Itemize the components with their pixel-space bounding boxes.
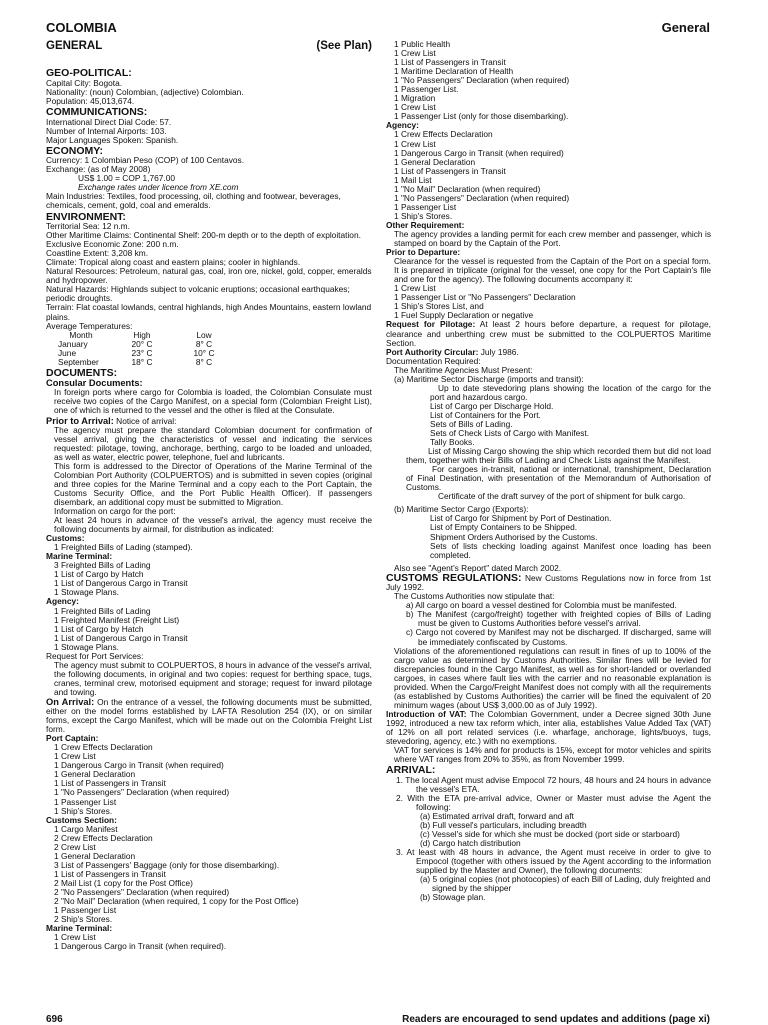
- env-line: Other Maritime Claims: Continental Shelf: 200-m depth or to the depth of exploitation. Exclusive Economic Zone: 200 n.m.: [46, 230, 361, 250]
- subsection-a-text: Up to date stevedoring plans showing the location of the cargo for the port and hazardous cargo.: [430, 382, 711, 402]
- list-item: 1 Freighted Bills of Lading: [54, 605, 151, 616]
- paragraph-vat-rates: VAT for services is 14% and for products is 15%, except for motor vehicles and spirits where VAT ranges from 20% to 35%, as from November 1999.: [394, 745, 711, 765]
- list-item: 1 Crew Effects Declaration: [54, 742, 153, 753]
- page-title-row: [46, 40, 372, 52]
- list-item: List of Containers for the Port.: [430, 409, 541, 420]
- footer-note: Readers are encouraged to send updates and additions (page xi): [402, 1014, 710, 1025]
- subheading-on-arrival: On Arrival:: [46, 696, 95, 707]
- paragraph-violations: Violations of the aforementioned regulations can result in fines of up to 100% of the cargo value as determined by Customs Authorities. Similar fines will be levied for discrepancies found in the Cargo Manifest, as well as for short-landed or overlanded cargoes, in cases where fault lies with the carrier and no reasonable explanation is provided. When the Cargo/Freight Manifest does not comply with all the requirements (as established by Customs Authorities) the carrier will be fined the equivalent of 20 minimum wages (about US$ 3,000.00 as of July 1992).: [394, 645, 711, 710]
- arrival-subitem: (b) Stowage plan.: [420, 892, 486, 903]
- subsection-a-text: Certificate of the draft survey of the port of shipment for bulk cargo.: [438, 491, 686, 502]
- list-item: 1 List of Passengers in Transit: [394, 165, 506, 176]
- subheading-port-captain: Port Captain:: [46, 733, 99, 744]
- list-item: Sets of Check Lists of Cargo with Manifest.: [430, 428, 590, 439]
- temps-cell: September: [58, 356, 99, 367]
- list-item: 1 List of Passengers in Transit: [54, 868, 166, 879]
- temps-header-high: High: [133, 329, 151, 340]
- list-item: 3 List of Passengers' Baggage (only for those disembarking).: [54, 859, 280, 870]
- comm-line: International Direct Dial Code: 57.: [46, 116, 172, 127]
- see-plan-link[interactable]: (See Plan): [316, 40, 372, 52]
- left-column: [46, 40, 372, 951]
- list-item: 2 "No Passengers" Declaration (when required): [54, 887, 230, 897]
- subheading-customs: Customs:: [46, 533, 85, 544]
- list-item: List of Cargo per Discharge Hold.: [430, 400, 554, 411]
- list-item: 2 Crew List: [54, 841, 96, 852]
- list-item: 1 List of Cargo by Hatch: [54, 569, 144, 580]
- list-item: 1 General Declaration: [54, 769, 136, 780]
- paragraph-port-services: The agency must submit to COLPUERTOS, 8 hours in advance of the vessel's arrival, the following documents, in original and two copies: request for berthing space, tugs, cranes, terminal crew, motorised equipment and storage; request for inward pilotage and towing.: [54, 659, 372, 697]
- right-column: [386, 40, 711, 902]
- section-heading-environment: ENVIRONMENT:: [46, 210, 126, 223]
- running-header-country: COLOMBIA: [46, 20, 117, 35]
- customs-rule: c) Cargo not covered by Manifest may not be discharged. If discharged, same will be immediately confiscated by Customs.: [406, 627, 711, 647]
- list-item: 1 Public Health: [394, 39, 451, 49]
- paragraph-request-pilotage: At least 2 hours before departure, a request for pilotage, clearance and unberthing crew must be submitted to the COLPUERTOS Maritime Section.: [386, 319, 711, 348]
- econ-line: Exchange: (as of May 2008): [46, 164, 151, 175]
- list-item: List of Empty Containers to be Shipped.: [430, 522, 578, 533]
- subheading-request-pilotage: Request for Pilotage:: [386, 319, 476, 330]
- list-item: 1 Stowage Plans.: [54, 641, 119, 652]
- list-item: 1 Crew List: [54, 751, 96, 762]
- list-item: 1 Migration: [394, 93, 436, 104]
- page-number: 696: [46, 1014, 63, 1025]
- list-item: 3 Freighted Bills of Lading: [54, 560, 151, 571]
- exchange-rate: US$ 1.00 = COP 1,767.00: [78, 173, 176, 184]
- list-item: 1 "No Mail" Declaration (when required): [394, 183, 541, 194]
- temps-cell: 8° C: [195, 338, 213, 349]
- list-item: 1 Mail List: [394, 174, 432, 185]
- temperature-table: [58, 331, 372, 367]
- arrival-subitem: (d) Cargo hatch distribution: [420, 837, 521, 848]
- customs-stipulate: The Customs Authorities now stipulate that:: [394, 591, 555, 602]
- list-item: 1 General Declaration: [54, 850, 136, 861]
- geo-line: Population: 45,013,674.: [46, 96, 135, 107]
- list-item: 1 List of Dangerous Cargo in Transit: [54, 578, 188, 589]
- list-item: 1 List of Passengers in Transit: [394, 57, 506, 68]
- list-item: 1 Freighted Bills of Lading (stamped).: [54, 542, 193, 553]
- section-heading-documents: DOCUMENTS:: [46, 366, 118, 379]
- customs-regulations-intro: New Customs Regulations now in force from 1st July 1992.: [386, 572, 711, 593]
- env-line: Natural Hazards: Highlands subject to volcanic eruptions; occasional earthquakes; periodic droughts.: [46, 284, 350, 304]
- paragraph-consular: In foreign ports where cargo for Colombia is loaded, the Colombian Consulate must receive two copies of the Cargo Manifest, on a special form (Colombian Freight List), one of which is returned to the vessel and the other is filed at the Consulate.: [54, 387, 372, 416]
- temps-title: Average Temperatures:: [46, 320, 133, 331]
- list-item: 1 Dangerous Cargo in Transit (when required): [394, 147, 564, 158]
- maritime-agencies-label: The Maritime Agencies Must Present:: [394, 364, 533, 375]
- arrival-subitem: (a) Estimated arrival draft, forward and aft: [420, 810, 574, 821]
- customs-rule: a) All cargo on board a vessel destined for Colombia must be manifested.: [406, 600, 677, 611]
- list-item: 2 Mail List (1 copy for the Post Office): [54, 877, 193, 888]
- subheading-consular: Consular Documents:: [46, 378, 143, 389]
- temps-cell: 10° C: [193, 347, 215, 358]
- subheading-marine-terminal: Marine Terminal:: [46, 923, 113, 934]
- list-item: 1 Ship's Stores List, and: [394, 301, 484, 312]
- list-item: 1 General Declaration: [394, 156, 476, 167]
- subheading-prior-arrival: Prior to Arrival:: [46, 415, 114, 426]
- comm-line: Number of Internal Airports: 103.: [46, 125, 167, 136]
- subsection-b-heading: (b) Maritime Sector Cargo (Exports):: [394, 504, 529, 515]
- subsection-b-text: Sets of lists checking loading against Manifest once loading has been completed.: [430, 540, 711, 560]
- list-item: 1 List of Dangerous Cargo in Transit: [54, 632, 188, 643]
- list-item: 1 "No Passengers" Declaration (when required): [394, 192, 570, 203]
- env-line: Climate: Tropical along coast and eastern plains; cooler in highlands.: [46, 257, 301, 268]
- request-port-services-label: Request for Port Services:: [46, 650, 144, 661]
- list-item: 1 Passenger List.: [394, 84, 459, 95]
- list-item: 1 Ship's Stores.: [54, 805, 113, 816]
- list-item: 1 Ship's Stores.: [394, 210, 453, 221]
- temps-cell: 20° C: [131, 338, 153, 349]
- arrival-subitem: (b) Full vessel's particulars, including breadth: [420, 819, 587, 830]
- env-line: Natural Resources: Petroleum, natural gas, coal, iron ore, nickel, gold, copper, emeralds and hydropower.: [46, 266, 372, 286]
- subheading-other-requirement: Other Requirement:: [386, 219, 465, 230]
- subheading-port-authority-circular: Port Authority Circular:: [386, 346, 479, 357]
- list-item: 1 "No Passengers" Declaration (when required): [54, 787, 230, 798]
- list-item: Shipment Orders Authorised by the Customs.: [430, 531, 598, 542]
- arrival-item: 1. The local Agent must advise Empocol 72 hours, 48 hours and 24 hours in advance the vessel's ETA.: [396, 774, 711, 794]
- section-heading-arrival: ARRIVAL:: [386, 764, 436, 777]
- env-line: Coastline Extent: 3,208 km.: [46, 248, 149, 259]
- econ-line: Currency: 1 Colombian Peso (COP) of 100 Centavos.: [46, 155, 245, 166]
- list-item: 2 "No Mail" Declaration (when required, 1 copy for the Post Office): [54, 896, 299, 907]
- list-item: 1 Crew List: [394, 138, 436, 149]
- list-item: 1 Crew Effects Declaration: [394, 129, 493, 140]
- subheading-prior-departure: Prior to Departure:: [386, 247, 461, 258]
- list-item: 1 Fuel Supply Declaration or negative: [394, 310, 534, 321]
- list-item: 1 List of Cargo by Hatch: [54, 623, 144, 634]
- list-item: 1 Crew List: [394, 102, 436, 113]
- section-heading-geo-political: GEO-POLITICAL:: [46, 67, 132, 80]
- comm-line: Major Languages Spoken: Spanish.: [46, 134, 179, 145]
- list-item: 1 Crew List: [394, 283, 436, 294]
- paragraph-prior-arrival: This form is addressed to the Director of Operations of the Marine Terminal of the Colombian Port Authority (COLPUERTOS) and is submitted in seven copies (original and three copies for the Marine Terminal and a copy each to the Port Captain, the Customs Security Office, and the Port Public Health Officer). If passengers disembark, an additional copy must be submitted to Migration.: [54, 460, 372, 507]
- list-item: 1 Dangerous Cargo in Transit (when required).: [54, 941, 227, 952]
- page-title: GENERAL: [46, 40, 103, 52]
- paragraph-on-arrival: On the entrance of a vessel, the following documents must be submitted, either on the model forms established by LAFTA Resolution 254 (IX), or on similar forms, except the Cargo Manifest, which will be made out on the Colombia Freight List form.: [46, 696, 373, 735]
- subsection-a-text: For cargoes in-transit, national or international, transhipment, Declaration of Final Destination, with presentation of the Memorandum of Authorisation of Customs.: [406, 464, 711, 493]
- subheading-marine-terminal: Marine Terminal:: [46, 551, 113, 562]
- list-item: Tally Books.: [430, 437, 475, 448]
- list-item: Sets of Bills of Lading.: [430, 418, 513, 429]
- list-item: 1 Stowage Plans.: [54, 587, 119, 598]
- paragraph-prior-arrival: The agency must prepare the standard Colombian document for confirmation of vessel arrival, giving the characteristics of vessel and indicating the services requested: pilotage, towing, anchorage, berthing, cargo to be loaded and unloaded, as well as water, electric power, telephone, fuel and lubricants.: [54, 424, 372, 462]
- list-item: 1 Cargo Manifest: [54, 823, 118, 834]
- list-item: 1 Crew List: [54, 932, 96, 943]
- list-item: 1 Freighted Manifest (Freight List): [54, 614, 180, 625]
- list-item: List of Cargo for Shipment by Port of Destination.: [430, 513, 612, 524]
- temps-cell: 18° C: [131, 356, 153, 367]
- env-line: Terrain: Flat coastal lowlands, central highlands, high Andes Mountains, eastern lowland plains.: [46, 302, 372, 322]
- subheading-agency: Agency:: [46, 596, 79, 607]
- subheading-agency: Agency:: [386, 120, 419, 131]
- circular-date: July 1986.: [478, 346, 519, 357]
- arrival-subitem: (a) 5 original copies (not photocopies) of each Bill of Lading, duly freighted and signed by the shipper: [420, 874, 711, 894]
- paragraph-prior-arrival: At least 24 hours in advance of the vessel's arrival, the agency must receive the following documents by airmail, for distribution as indicated:: [54, 515, 372, 535]
- arrival-item: 2. With the ETA pre-arrival advice, Owner or Master must advise the Agent the following:: [396, 792, 711, 812]
- list-item: 1 "No Passengers" Declaration (when required): [394, 75, 570, 86]
- list-item: 2 Crew Effects Declaration: [54, 832, 153, 843]
- documentation-required-label: Documentation Required:: [386, 355, 481, 366]
- arrival-subitem: (c) Vessel's side for which she must be docked (port side or starboard): [420, 828, 680, 839]
- paragraph-vat: The Colombian Government, under a Decree signed 30th June 1992, introduced a new tax reform which, inter alia, establishes Value Added Tax (VAT) of 12% on all port related services (i.e. wharfage, anchorage, lights/buoys, tugs, stevedoring, agency, etc.) with no exemptions.: [386, 708, 711, 747]
- exchange-credit: Exchange rates under licence from XE.com: [78, 182, 239, 193]
- customs-rule: b) The Manifest (cargo/freight) together with freighted copies of Bills of Lading must be given to Customs Authorities before vessel's arrival.: [406, 609, 711, 629]
- subheading-customs-section: Customs Section:: [46, 814, 117, 825]
- list-item: 1 List of Passengers in Transit: [54, 778, 166, 789]
- temps-cell: 8° C: [195, 356, 213, 367]
- temps-cell: 23° C: [131, 347, 153, 358]
- section-heading-customs-regulations: CUSTOMS REGULATIONS:: [386, 571, 522, 584]
- subsection-a-heading: (a) Maritime Sector Discharge (imports and transit):: [394, 373, 584, 384]
- list-item: 1 Dangerous Cargo in Transit (when required): [54, 760, 224, 771]
- subheading-vat: Introduction of VAT:: [386, 708, 467, 719]
- also-see-note: Also see "Agent's Report" dated March 2002.: [394, 562, 562, 573]
- section-heading-communications: COMMUNICATIONS:: [46, 106, 148, 119]
- list-item: 1 Passenger List: [54, 905, 117, 916]
- list-item: 1 Passenger List: [54, 796, 117, 807]
- temps-cell: June: [58, 347, 77, 358]
- list-item: 1 Maritime Declaration of Health: [394, 66, 514, 77]
- prior-arrival-note: Notice of arrival:: [113, 415, 177, 426]
- paragraph-other-requirement: The agency provides a landing permit for each crew member and passenger, which is stamped on board by the Captain of the Port.: [394, 228, 711, 249]
- running-header-section: General: [661, 20, 710, 35]
- paragraph-prior-departure: Clearance for the vessel is requested from the Captain of the Port on a special form. It is prepared in triplicate (original for the vessel, one copy for the Port Captain's file and one for the agency). The following documents accompany it:: [394, 256, 711, 285]
- list-item: 1 Passenger List or "No Passengers" Declaration: [394, 292, 576, 303]
- list-item: 1 Passenger List: [394, 201, 457, 212]
- list-item: 1 Crew List: [394, 48, 436, 59]
- list-item: 1 Passenger List (only for those disembarking).: [394, 111, 569, 122]
- econ-line: Main Industries: Textiles, food processing, oil, clothing and footwear, beverages, chemicals, cement, gold, coal and emeralds.: [46, 191, 341, 211]
- geo-line: Capital City: Bogota.: [46, 77, 123, 88]
- env-line: Territorial Sea: 12 n.m.: [46, 221, 130, 232]
- temps-header-month: Month: [69, 329, 93, 340]
- paragraph-prior-arrival: Information on cargo for the port:: [54, 506, 176, 516]
- arrival-item: 3. At least with 48 hours in advance, the Agent must receive in order to give to Empocol (together with others issued by the Agent according to the information supplied by the Master and Owner), the following documents:: [396, 847, 711, 876]
- subsection-a-text: List of Missing Cargo showing the ship which recorded them but did not load them, together with their Bills of Lading and Check Lists against the Manifest.: [406, 446, 711, 466]
- list-item: 2 Ship's Stores.: [54, 914, 113, 925]
- section-heading-economy: ECONOMY:: [46, 144, 103, 157]
- temps-header-low: Low: [196, 329, 212, 340]
- temps-cell: January: [58, 338, 88, 349]
- geo-line: Nationality: (noun) Colombian, (adjective) Colombian.: [46, 87, 244, 98]
